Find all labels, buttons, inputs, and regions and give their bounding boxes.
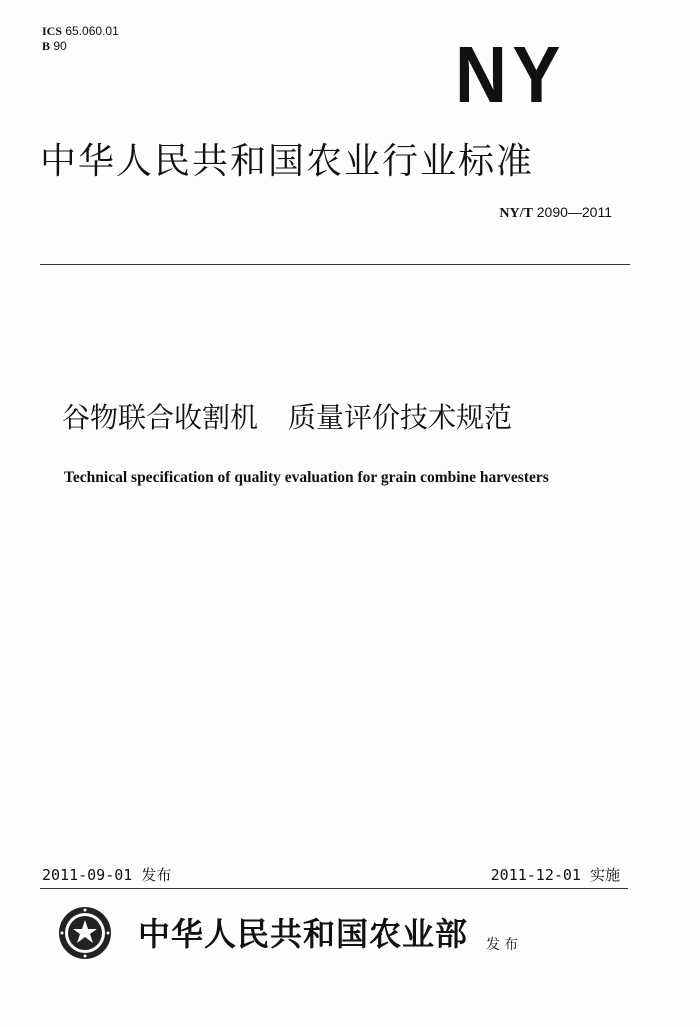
- document-title-part1: 谷物联合收割机: [62, 401, 259, 434]
- effective-label: 实施: [589, 866, 620, 884]
- classification-block: [42, 24, 119, 54]
- ics-label: ICS: [42, 24, 63, 38]
- class-code: 90: [53, 39, 67, 53]
- header-divider: [40, 264, 630, 265]
- ics-code: 65.060.01: [65, 24, 119, 38]
- ics-line: [42, 24, 119, 39]
- issue-date: 2011-09-01: [42, 866, 133, 884]
- standard-code: [499, 204, 612, 222]
- standard-code-number: 2090—2011: [536, 204, 612, 220]
- ny-logo: NY: [455, 30, 566, 119]
- document-title: [62, 398, 512, 438]
- standard-type-title: 中华人民共和国农业行业标准: [40, 141, 535, 182]
- document-title-part2: 质量评价技术规范: [288, 401, 513, 434]
- standard-code-prefix: NY/T: [499, 206, 533, 221]
- issue-label: 发布: [141, 866, 172, 884]
- effective-date-block: [491, 864, 620, 885]
- class-line: [42, 39, 119, 54]
- publish-label: 发布: [486, 937, 522, 953]
- effective-date: 2011-12-01: [490, 866, 581, 884]
- footer-divider: [40, 888, 628, 889]
- ministry-emblem-icon: [58, 906, 112, 960]
- issue-date-block: [42, 864, 171, 885]
- issuing-ministry: 中华人民共和国农业部: [138, 915, 469, 953]
- document-title-english: Technical specification of quality evaluation for grain combine harvesters: [64, 469, 549, 486]
- class-label: B: [42, 39, 51, 53]
